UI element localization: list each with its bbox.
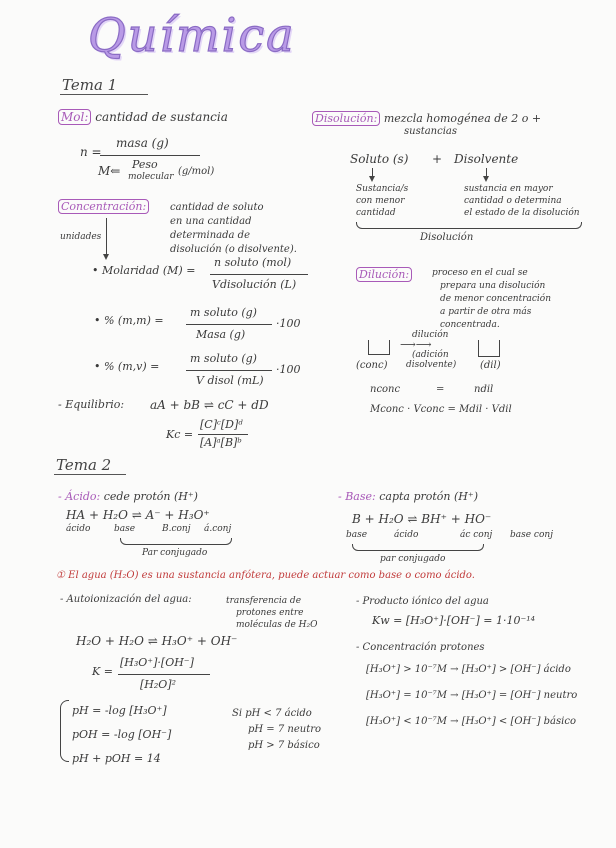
pct-mv-line: [186, 370, 272, 371]
concentracion-def1: cantidad de soluto: [170, 202, 264, 213]
disolucion-plus: +: [432, 152, 443, 166]
molaridad-den: Vdisolución (L): [212, 278, 297, 291]
concentracion-def4: disolución (o disolvente).: [170, 244, 297, 255]
autoion-den: [H₂O]²: [140, 678, 177, 691]
dilucion-eq1-l: nconc: [370, 384, 401, 395]
base-par-bracket: [352, 544, 484, 551]
mol-n-eq: n =: [80, 145, 102, 159]
concentracion-label: Concentración:: [58, 199, 149, 214]
pct-mm-label: • % (m,m) =: [94, 314, 164, 327]
molaridad-line: [210, 274, 308, 275]
dilucion-left: (conc): [356, 360, 388, 371]
equilibrio-num: [C]ᶜ[D]ᵈ: [200, 418, 243, 431]
mol-m-lhs: M⇐: [98, 164, 121, 178]
beaker-conc-icon: [368, 340, 390, 355]
concentracion-def3: determinada de: [170, 230, 250, 241]
pct-mv-mult: ·100: [276, 363, 301, 376]
concentracion-arrow-head: [103, 254, 109, 260]
mol-den1: Peso: [132, 158, 158, 171]
acido-l1: ácido: [66, 524, 91, 534]
dilucion-eq1-eq: =: [436, 384, 445, 395]
pct-mm-mult: ·100: [276, 317, 301, 330]
dilucion-eq1-r: ndil: [474, 384, 494, 395]
disolucion-disolvente: Disolvente: [454, 152, 519, 166]
soluto-desc2: con menor: [356, 196, 405, 206]
acido-l4: á.conj: [204, 524, 232, 534]
equilibrio-eq: aA + bB ⇌ cC + dD: [150, 398, 269, 412]
ionico-eq: Kw = [H₃O⁺]·[OH⁻] = 1·10⁻¹⁴: [372, 614, 536, 627]
ph-c2: pH = 7 neutro: [248, 724, 322, 735]
mol-unit: (g/mol): [178, 166, 215, 177]
disolucion-label: Disolución:: [312, 111, 380, 126]
base-def: capta protón (H⁺): [379, 490, 478, 503]
dilucion-def1: proceso en el cual se: [432, 268, 528, 278]
concentracion-arrow-line: [106, 218, 107, 254]
base-label: - Base:: [338, 490, 376, 503]
dilucion-arrow-icon: ⟶⟶: [400, 338, 432, 351]
ionico-label: - Producto iónico del agua: [356, 596, 489, 607]
ph-c1: Si pH < 7 ácido: [232, 708, 312, 719]
disolucion-def2: sustancias: [404, 126, 458, 137]
tema2-heading: Tema 2: [56, 456, 112, 474]
ph-eq: pH = -log [H₃O⁺]: [72, 704, 167, 717]
acido-label: - Ácido:: [58, 490, 101, 503]
dilucion-label: Dilución:: [356, 267, 412, 282]
acido-par-bracket: [120, 538, 232, 545]
acido-l3: B.conj: [162, 524, 191, 534]
mol-den2: molecular: [128, 172, 174, 182]
dilucion-arrow-top2: (adición: [412, 350, 449, 360]
ph-sum: pH + pOH = 14: [72, 752, 161, 765]
pct-mv-den: V disol (mL): [196, 374, 264, 387]
soluto-desc1: Sustancia/s: [356, 184, 409, 194]
base-l4: base conj: [510, 530, 553, 540]
molaridad-num: n soluto (mol): [214, 256, 292, 269]
tema1-heading: Tema 1: [62, 76, 118, 94]
base-l1: base: [346, 530, 368, 540]
conc-protones-r3: [H₃O⁺] < 10⁻⁷M → [H₃O⁺] < [OH⁻] básico: [366, 716, 576, 727]
base-l2: ácido: [394, 530, 419, 540]
autoion-num: [H₃O⁺]·[OH⁻]: [120, 656, 194, 669]
dilucion-arrow-top3: disolvente): [406, 360, 457, 370]
base-par: par conjugado: [380, 554, 446, 564]
equilibrio-line: [198, 434, 248, 435]
disolvente-arrow-head: [483, 176, 489, 182]
mol-section: [58, 110, 228, 124]
conc-protones-r2: [H₃O⁺] = 10⁻⁷M → [H₃O⁺] = [OH⁻] neutro: [366, 690, 578, 701]
soluto-desc3: cantidad: [356, 208, 396, 218]
base-wrap: [338, 490, 478, 503]
mol-label: Mol:: [58, 109, 91, 125]
dilucion-label-wrap: [356, 268, 412, 281]
anfotero-note-text: El agua (H₂O) es una sustancia anfótera, puede actuar como base o como ácido.: [68, 570, 475, 581]
tema2-underline: [54, 474, 126, 475]
equilibrio-den: [A]ᵃ[B]ᵇ: [200, 436, 242, 449]
autoion-eq: H₂O + H₂O ⇌ H₃O⁺ + OH⁻: [76, 634, 238, 648]
dilucion-def5: concentrada.: [440, 320, 500, 330]
disolucion-result: Disolución: [420, 232, 474, 243]
mol-n-num: masa (g): [116, 136, 169, 150]
autoion-label: - Autoionización del agua:: [60, 594, 192, 605]
base-l3: ác conj: [460, 530, 493, 540]
equilibrio-label: - Equilibrio:: [58, 398, 125, 411]
autoion-def2: protones entre: [236, 608, 304, 618]
pct-mm-num: m soluto (g): [190, 306, 257, 319]
acido-l2: base: [114, 524, 136, 534]
autoion-k: K =: [92, 665, 113, 678]
pct-mm-line: [186, 324, 272, 325]
autoion-def3: moléculas de H₂O: [236, 620, 318, 630]
dilucion-eq2: Mconc · Vconc = Mdil · Vdil: [370, 404, 512, 415]
pct-mv-num: m soluto (g): [190, 352, 257, 365]
pct-mm-den: Masa (g): [196, 328, 246, 341]
dilucion-def2: prepara una disolución: [440, 281, 546, 291]
dilucion-right: (dil): [480, 360, 501, 371]
dilucion-def4: a partir de otra más: [440, 307, 532, 317]
acido-eq: HA + H₂O ⇌ A⁻ + H₃O⁺: [66, 508, 210, 522]
disolvente-desc2: cantidad o determina: [464, 196, 562, 206]
disolucion-label-wrap: [312, 112, 541, 125]
autoion-line: [118, 674, 210, 675]
disolvente-desc1: sustancia en mayor: [464, 184, 553, 194]
concentracion-label-wrap: [58, 200, 149, 213]
disolucion-def1: mezcla homogénea de 2 o +: [383, 112, 542, 125]
mol-definition: cantidad de sustancia: [95, 110, 228, 124]
pct-mv-label: • % (m,v) =: [94, 360, 160, 373]
disolvente-desc3: el estado de la disolución: [464, 208, 580, 218]
soluto-arrow-head: [369, 176, 375, 182]
conc-protones-label: - Concentración protones: [356, 642, 485, 653]
acido-wrap: [58, 490, 198, 503]
acido-def: cede protón (H⁺): [103, 490, 198, 503]
concentracion-side: unidades: [60, 232, 102, 242]
equilibrio-k: Kc =: [166, 428, 194, 441]
base-eq: B + H₂O ⇌ BH⁺ + HO⁻: [352, 512, 492, 526]
ph-c3: pH > 7 básico: [248, 740, 320, 751]
mol-fraction-line: [100, 155, 200, 156]
autoion-def1: transferencia de: [226, 596, 302, 606]
conc-protones-r1: [H₃O⁺] > 10⁻⁷M → [H₃O⁺] > [OH⁻] ácido: [366, 664, 571, 675]
beaker-dil-icon: [478, 340, 500, 357]
concentracion-def2: en una cantidad: [170, 216, 252, 227]
anfotero-note: [56, 570, 475, 581]
disolucion-bracket: [356, 222, 582, 229]
dilucion-arrow-top1: dilución: [412, 330, 449, 340]
molaridad-label: • Molaridad (M) =: [92, 264, 196, 277]
poh-eq: pOH = -log [OH⁻]: [72, 728, 172, 741]
disolucion-soluto: Soluto (s): [350, 152, 409, 166]
dilucion-def3: de menor concentración: [440, 294, 552, 304]
ph-brace: [60, 700, 69, 762]
page-title: Química: [88, 8, 296, 62]
tema1-underline: [60, 94, 148, 95]
note-icon: ①: [56, 570, 65, 581]
acido-par: Par conjugado: [142, 548, 208, 558]
